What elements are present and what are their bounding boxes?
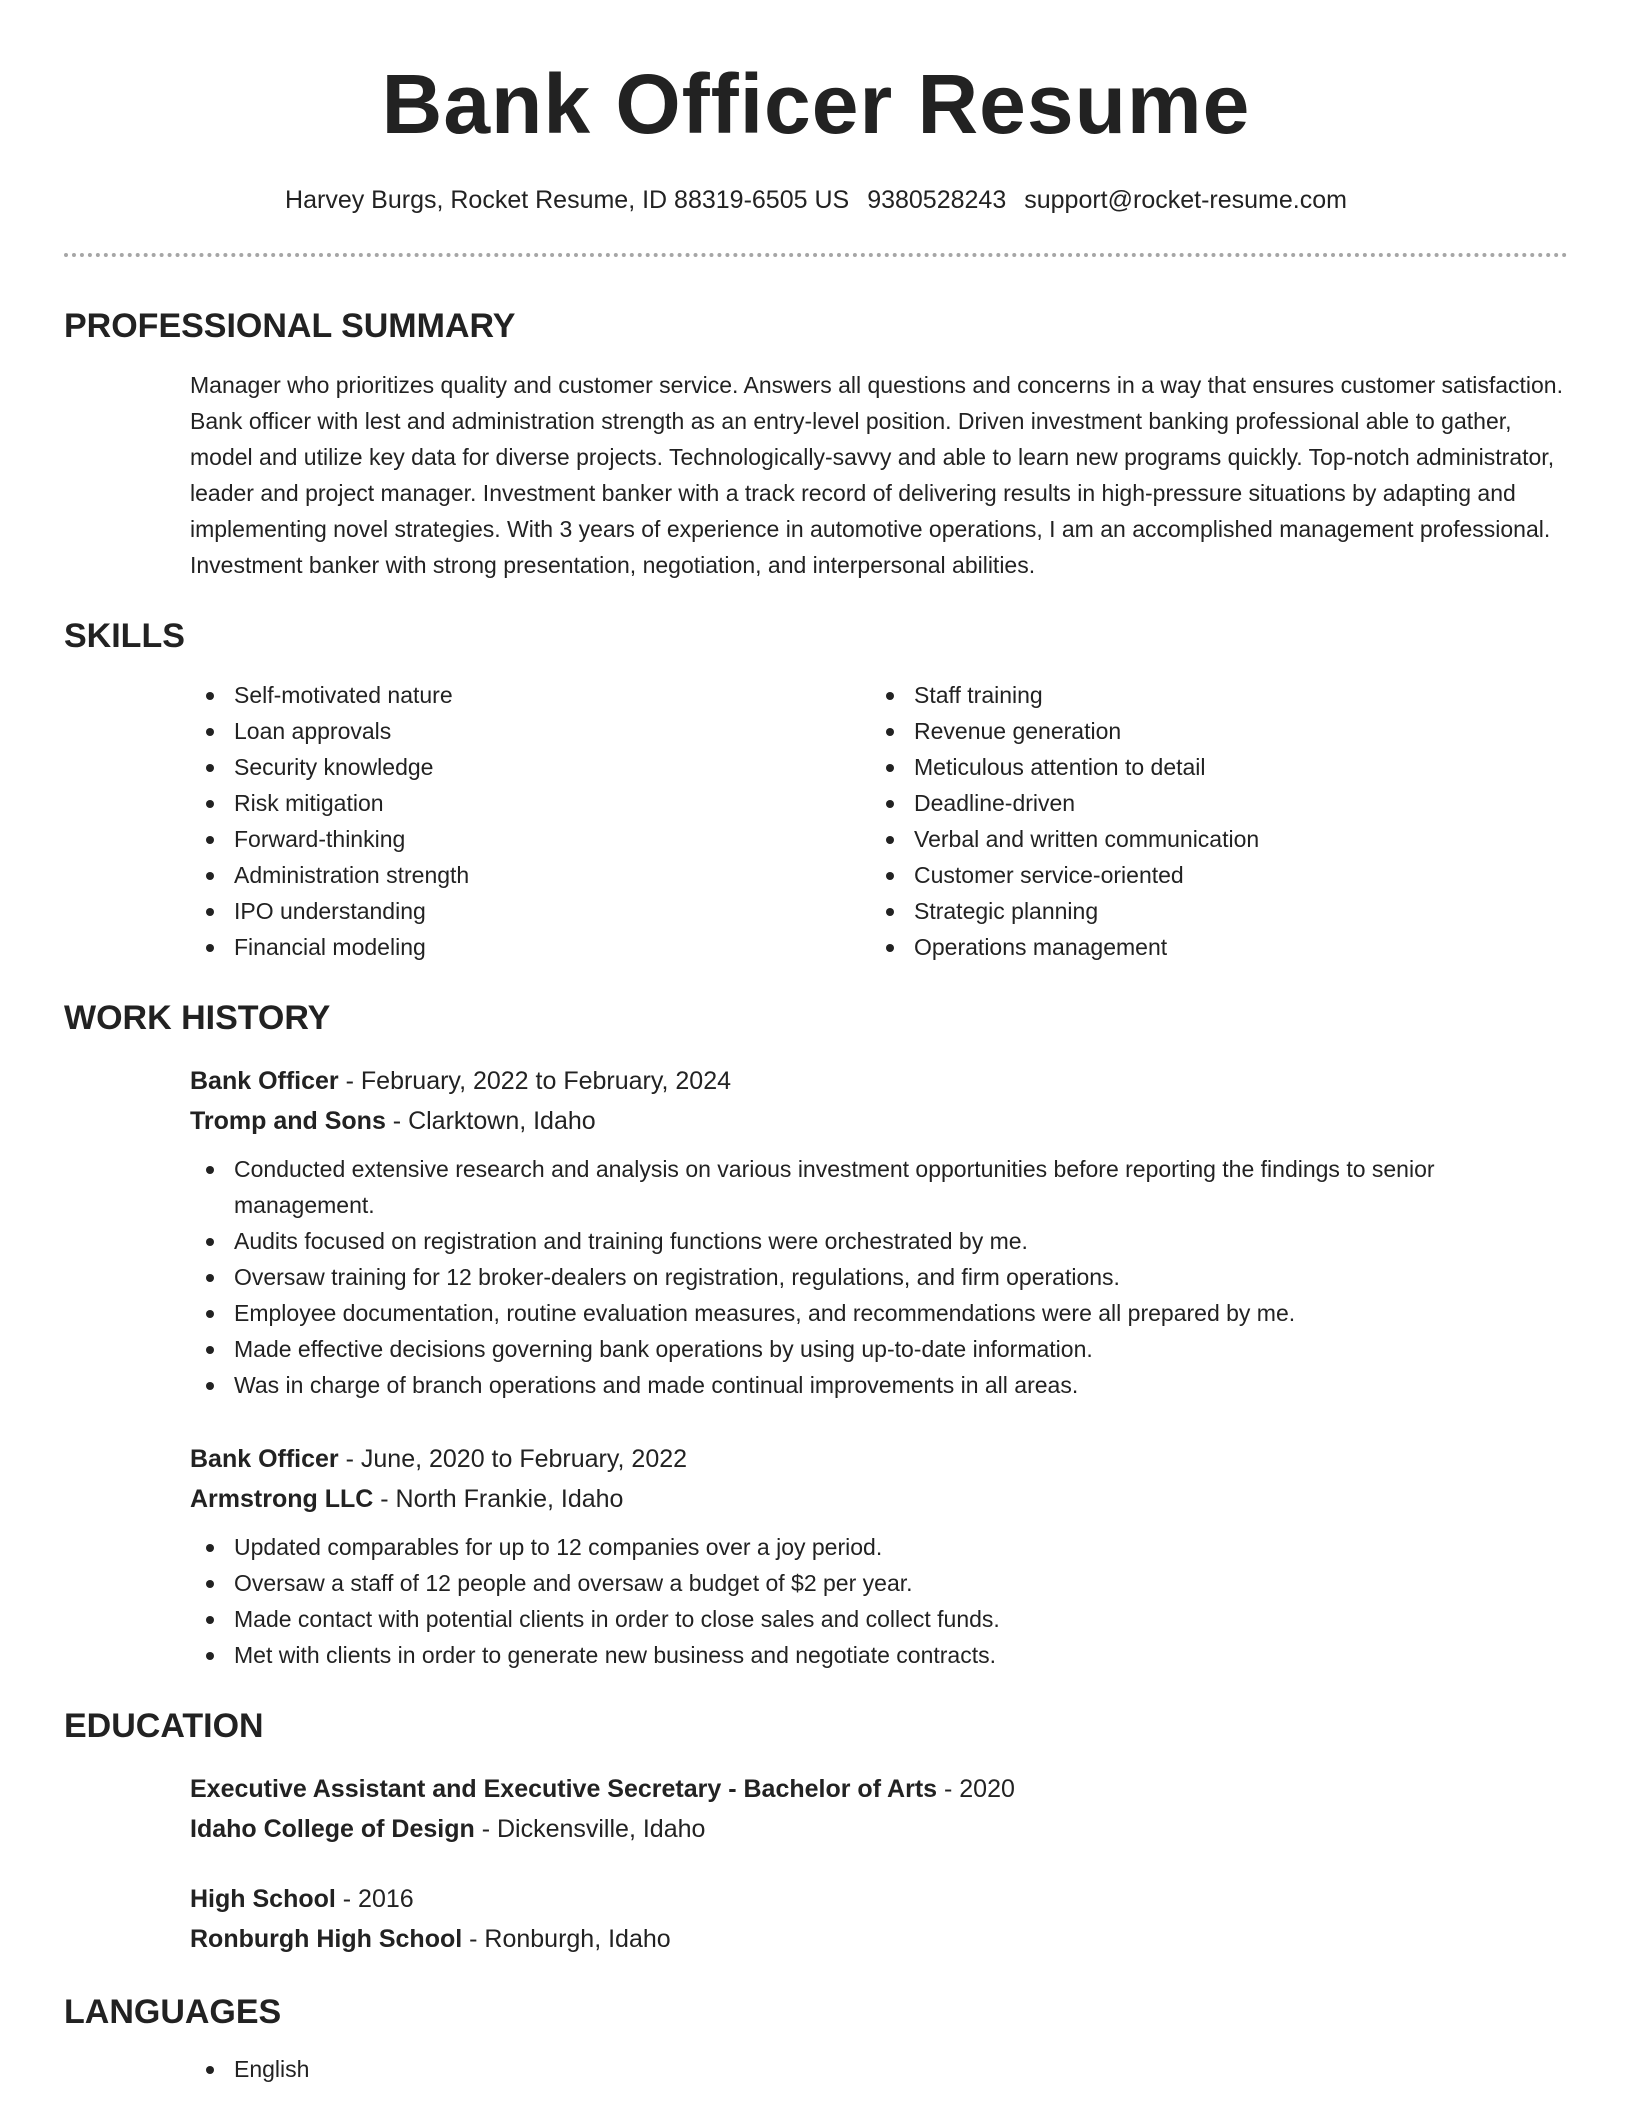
contact-address: Harvey Burgs, Rocket Resume, ID 88319-6505 US <box>285 186 850 214</box>
job-duty: Oversaw a staff of 12 people and oversaw a budget of $2 per year. <box>190 1565 1568 1601</box>
education-entry <box>190 1769 1568 1849</box>
job-company: Tromp and Sons <box>190 1107 386 1135</box>
skill-item: Staff training <box>870 677 1550 713</box>
job-company-line <box>190 1101 1568 1141</box>
skill-item: Customer service-oriented <box>870 857 1550 893</box>
job-duty: Made effective decisions governing bank operations by using up-to-date information. <box>190 1331 1568 1367</box>
job-title: Bank Officer <box>190 1067 339 1095</box>
skill-item: Self-motivated nature <box>190 677 870 713</box>
job-dates: - February, 2022 to February, 2024 <box>338 1067 732 1095</box>
job-duty: Oversaw training for 12 broker-dealers on registration, regulations, and firm operations. <box>190 1259 1568 1295</box>
degree-year: - 2016 <box>335 1885 414 1913</box>
job-company-line <box>190 1479 1568 1519</box>
job-duty: Audits focused on registration and training functions were orchestrated by me. <box>190 1223 1568 1259</box>
summary-paragraph: Manager who prioritizes quality and customer service. Answers all questions and concerns in a way that ensures customer satisfaction. Bank officer with lest and administration strength as an entry-level position. Driven investment banking professional able to gather, model and utilize key data for diverse projects. Technologically-savvy and able to learn new programs quickly. Top-notch administrator, leader and project manager. Investment banker with a track record of delivering results in high-pressure situations by adapting and implementing novel strategies. With 3 years of experience in automotive operations, I am an accomplished management professional. Investment banker with strong presentation, negotiation, and interpersonal abilities. <box>190 372 1563 578</box>
work-history-section <box>64 1061 1568 1673</box>
school-line <box>190 1809 1568 1849</box>
job-entry <box>190 1439 1568 1673</box>
resume-title: Bank Officer Resume <box>381 57 1251 151</box>
job-duties <box>190 1529 1568 1673</box>
job-dates: - June, 2020 to February, 2022 <box>338 1445 688 1473</box>
job-duty: Made contact with potential clients in order to close sales and collect funds. <box>190 1601 1568 1637</box>
contact-phone: 9380528243 <box>867 186 1007 214</box>
job-company: Armstrong LLC <box>190 1485 374 1513</box>
skill-item: Loan approvals <box>190 713 870 749</box>
skills-column-right <box>870 677 1550 965</box>
education-entry <box>190 1879 1568 1959</box>
degree-line <box>190 1879 1568 1919</box>
contact-email: support@rocket-resume.com <box>1024 186 1347 214</box>
contact-line <box>64 186 1568 215</box>
job-title: Bank Officer <box>190 1445 339 1473</box>
languages-list <box>190 2051 1568 2087</box>
skill-item: Operations management <box>870 929 1550 965</box>
skills-grid <box>190 677 1568 965</box>
school-location: - Dickensville, Idaho <box>474 1815 706 1843</box>
skills-heading: SKILLS <box>64 617 185 655</box>
job-duty: Updated comparables for up to 12 companies over a joy period. <box>190 1529 1568 1565</box>
skill-item: Verbal and written communication <box>870 821 1550 857</box>
skill-item: Security knowledge <box>190 749 870 785</box>
summary-text <box>64 367 1568 583</box>
school-location: - Ronburgh, Idaho <box>462 1925 671 1953</box>
skill-item: Risk mitigation <box>190 785 870 821</box>
languages-section <box>64 2051 1568 2087</box>
degree-year: - 2020 <box>937 1775 1015 1803</box>
degree-name: Executive Assistant and Executive Secretary - Bachelor of Arts <box>190 1775 938 1803</box>
summary-heading: PROFESSIONAL SUMMARY <box>64 307 516 345</box>
education-heading: EDUCATION <box>64 1707 264 1745</box>
education-section <box>64 1769 1568 1959</box>
skill-item: Meticulous attention to detail <box>870 749 1550 785</box>
school-name: Idaho College of Design <box>190 1815 475 1843</box>
job-duties <box>190 1151 1568 1403</box>
skill-item: IPO understanding <box>190 893 870 929</box>
job-title-line <box>190 1439 1568 1479</box>
job-location: - Clarktown, Idaho <box>385 1107 596 1135</box>
degree-name: High School <box>190 1885 336 1913</box>
school-name: Ronburgh High School <box>190 1925 463 1953</box>
job-title-line <box>190 1061 1568 1101</box>
skill-item: Revenue generation <box>870 713 1550 749</box>
job-duty: Met with clients in order to generate new business and negotiate contracts. <box>190 1637 1568 1673</box>
job-location: - North Frankie, Idaho <box>373 1485 624 1513</box>
header-divider <box>64 253 1568 257</box>
job-duty: Was in charge of branch operations and made continual improvements in all areas. <box>190 1367 1568 1403</box>
language-item: English <box>190 2051 1568 2087</box>
skill-item: Administration strength <box>190 857 870 893</box>
school-line <box>190 1919 1568 1959</box>
job-duty: Conducted extensive research and analysis on various investment opportunities before reporting the findings to senior management. <box>190 1151 1568 1223</box>
skill-item: Strategic planning <box>870 893 1550 929</box>
job-duty: Employee documentation, routine evaluation measures, and recommendations were all prepared by me. <box>190 1295 1568 1331</box>
skill-item: Financial modeling <box>190 929 870 965</box>
skills-section <box>64 677 1568 965</box>
skill-item: Forward-thinking <box>190 821 870 857</box>
languages-heading: LANGUAGES <box>64 1993 282 2031</box>
skills-column-left <box>190 677 870 965</box>
degree-line <box>190 1769 1568 1809</box>
job-entry <box>190 1061 1568 1403</box>
skill-item: Deadline-driven <box>870 785 1550 821</box>
work-history-heading: WORK HISTORY <box>64 999 331 1037</box>
